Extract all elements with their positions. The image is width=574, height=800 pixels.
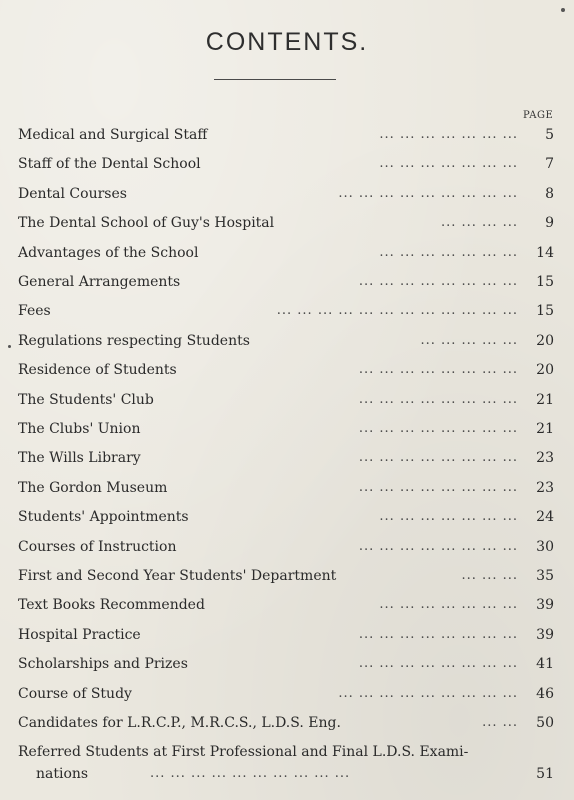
toc-entry-leaders: ... ... ... ... ... ... ... ...	[358, 392, 518, 407]
toc-entry-page: 39	[536, 627, 554, 643]
toc-entry-page: 20	[536, 333, 554, 349]
toc-entry-last	[18, 741, 554, 785]
toc-entry-label: Course of Study	[18, 686, 132, 702]
toc-entry	[18, 565, 554, 587]
toc-entry-leaders: ... ... ... ... ... ... ... ...	[358, 362, 518, 377]
toc-entry-page: 50	[536, 715, 554, 731]
toc-entry	[18, 624, 554, 646]
toc-entry	[18, 477, 554, 499]
toc-entry-label-line1: Referred Students at First Professional and Final L.D.S. Exami-	[18, 744, 469, 760]
toc-entry-leaders: ... ... ... ...	[441, 215, 518, 230]
toc-entry-page: 21	[536, 392, 554, 408]
toc-entry-label: Medical and Surgical Staff	[18, 127, 208, 143]
paper-speck	[561, 8, 565, 12]
toc-entry-label: The Dental School of Guy's Hospital	[18, 215, 275, 231]
toc-entry	[18, 212, 554, 234]
toc-entry-leaders: ... ... ... ... ... ... ...	[379, 245, 518, 260]
toc-entry-page: 30	[536, 539, 554, 555]
toc-entry-page: 15	[536, 303, 554, 319]
toc-entry-leaders: ... ... ... ... ... ... ...	[379, 509, 518, 524]
page-column-label: PAGE	[523, 110, 554, 121]
toc-entry-label: Fees	[18, 303, 51, 319]
toc-entry-label: The Gordon Museum	[18, 480, 168, 496]
toc-entry	[18, 389, 554, 411]
toc-entry	[18, 447, 554, 469]
toc-entry-label: Courses of Instruction	[18, 539, 177, 555]
toc-entry	[18, 330, 554, 352]
toc-entry-label: Residence of Students	[18, 362, 177, 378]
toc-entry	[18, 712, 554, 734]
toc-entry	[18, 242, 554, 264]
toc-entry-leaders: ... ... ... ... ... ... ... ...	[358, 421, 518, 436]
toc-entry-leaders: ... ... ... ... ... ... ...	[379, 597, 518, 612]
toc-entry-label: The Wills Library	[18, 450, 141, 466]
toc-entry-label: Dental Courses	[18, 186, 127, 202]
toc-entry-page: 20	[536, 362, 554, 378]
toc-entry-page: 35	[536, 568, 554, 584]
toc-entry-leaders: ... ... ...	[461, 568, 518, 583]
toc-entry-leaders: ... ... ... ... ... ... ... ...	[358, 539, 518, 554]
paper-speck	[8, 345, 11, 348]
toc-entry-label: General Arrangements	[18, 274, 181, 290]
toc-entry-label: Scholarships and Prizes	[18, 656, 188, 672]
toc-entry-label: Students' Appointments	[18, 509, 189, 525]
toc-entry-leaders: ... ... ... ... ... ... ... ...	[358, 274, 518, 289]
toc-entry-leaders: ... ... ... ... ... ... ... ...	[358, 450, 518, 465]
toc-entry-label: The Students' Club	[18, 392, 154, 408]
toc-entry-page: 39	[536, 597, 554, 613]
toc-entry-leaders: ... ... ... ... ...	[420, 333, 518, 348]
toc-entry	[18, 359, 554, 381]
toc-entry-page: 23	[536, 450, 554, 466]
toc-entry	[18, 653, 554, 675]
toc-entry-label: Candidates for L.R.C.P., M.R.C.S., L.D.S. Eng.	[18, 715, 341, 731]
toc-entry-leaders: ... ... ... ... ... ... ... ... ...	[338, 686, 518, 701]
toc-entry-label: Hospital Practice	[18, 627, 141, 643]
toc-entry-page: 51	[536, 766, 554, 782]
toc-entry-page: 23	[536, 480, 554, 496]
toc-entry-leaders: ... ... ... ... ... ... ... ...	[358, 627, 518, 642]
toc-entry-leaders: ... ... ... ... ... ... ... ...	[358, 480, 518, 495]
toc-entry-leaders: ... ... ... ... ... ... ... ...	[358, 656, 518, 671]
toc-entry-page: 14	[536, 245, 554, 261]
toc-entry-page: 41	[536, 656, 554, 672]
toc-entry	[18, 418, 554, 440]
toc-entry-page: 8	[545, 186, 554, 202]
toc-entry-leaders: ... ... ... ... ... ... ... ... ... ...	[150, 766, 351, 781]
toc-entry-label-line2: nations	[36, 766, 89, 782]
toc-entry	[18, 183, 554, 205]
toc-entry	[18, 594, 554, 616]
toc-entry-leaders: ... ... ... ... ... ... ...	[379, 127, 518, 142]
toc-entry	[18, 536, 554, 558]
toc-entry-leaders: ... ... ... ... ... ... ...	[379, 156, 518, 171]
toc-entry-label: Staff of the Dental School	[18, 156, 201, 172]
toc-entry	[18, 124, 554, 146]
toc-entry-page: 7	[545, 156, 554, 172]
toc-entry	[18, 300, 554, 322]
toc-entry-page: 21	[536, 421, 554, 437]
toc-entry-leaders: ... ... ... ... ... ... ... ... ... ... ... ...	[276, 303, 518, 318]
toc-entry-label: Regulations respecting Students	[18, 333, 250, 349]
toc-entry-label: Text Books Recommended	[18, 597, 205, 613]
toc-entry	[18, 683, 554, 705]
toc-entry	[18, 506, 554, 528]
toc-entry-page: 46	[536, 686, 554, 702]
toc-entry-label: Advantages of the School	[18, 245, 199, 261]
toc-entry-page: 5	[545, 127, 554, 143]
toc-entry-page: 24	[536, 509, 554, 525]
toc-entry	[18, 271, 554, 293]
contents-title: CONTENTS.	[205, 28, 369, 56]
toc-entry-label: First and Second Year Students' Department	[18, 568, 337, 584]
toc-entry-label: The Clubs' Union	[18, 421, 141, 437]
toc-entry	[18, 153, 554, 175]
toc-entry-leaders: ... ...	[482, 715, 518, 730]
toc-entry-page: 9	[545, 215, 554, 231]
toc-entry-leaders: ... ... ... ... ... ... ... ... ...	[338, 186, 518, 201]
toc-entry-page: 15	[536, 274, 554, 290]
